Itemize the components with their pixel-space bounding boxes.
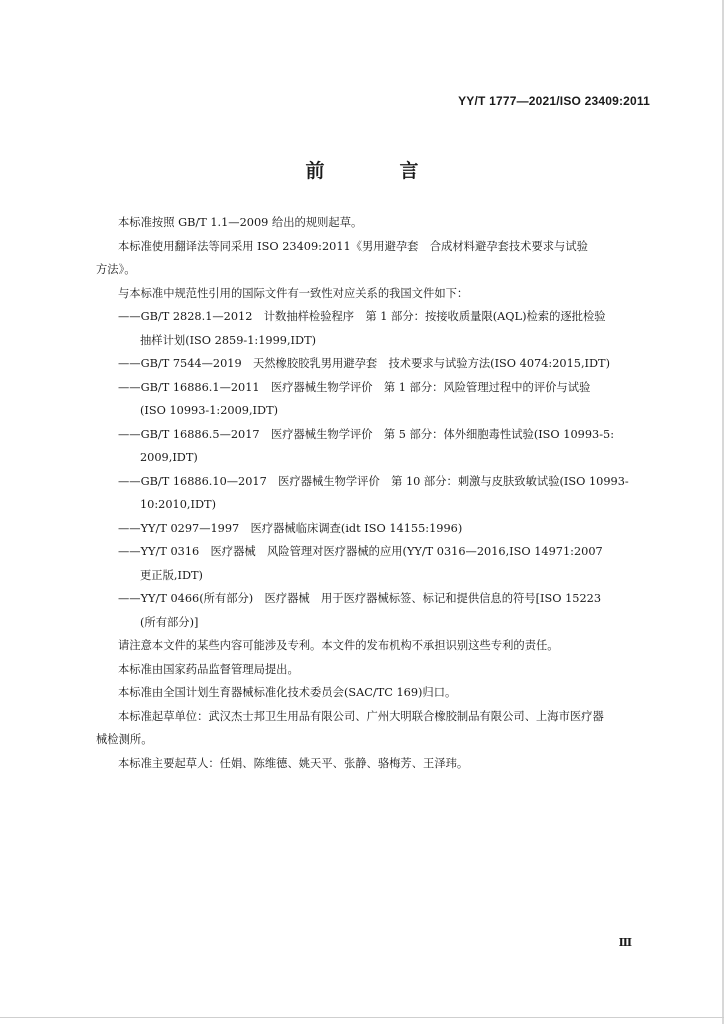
intro-paragraph-1: 本标准按照 GB/T 1.1—2009 给出的规则起草。 [118, 216, 363, 229]
reference-item: ——YY/T 0466(所有部分) 医疗器械 用于医疗器械标签、标记和提供信息的符号[ISO 15223 [118, 592, 602, 605]
reference-item-cont: 抽样计划(ISO 2859-1:1999,IDT) [140, 333, 317, 347]
committee-statement: 本标准由全国计划生育器械标准化技术委员会(SAC/TC 169)归口。 [118, 686, 457, 699]
page-title: 前 言 [305, 160, 447, 182]
page-bottom-border [0, 1017, 724, 1018]
reference-item-cont: 10:2010,IDT) [140, 498, 216, 511]
drafters: 本标准主要起草人：任娟、陈维德、姚天平、张静、骆梅芳、王泽玮。 [118, 756, 469, 770]
reference-item-cont: (ISO 10993-1:2009,IDT) [140, 404, 279, 417]
reference-item-cont: 2009,IDT) [140, 451, 198, 464]
reference-item: ——GB/T 7544—2019 天然橡胶胶乳男用避孕套 技术要求与试验方法(ISO 4074:2015,IDT) [118, 357, 611, 370]
drafting-units-cont: 械检测所。 [96, 733, 153, 746]
standard-code-header: YY/T 1777—2021/ISO 23409:2011 [458, 94, 650, 108]
patent-notice: 请注意本文件的某些内容可能涉及专利。本文件的发布机构不承担识别这些专利的责任。 [118, 639, 559, 652]
reference-item: ——GB/T 16886.10—2017 医疗器械生物学评价 第 10 部分：刺激与皮肤致敏试验(ISO 10993- [118, 474, 629, 488]
reference-item: ——GB/T 2828.1—2012 计数抽样检验程序 第 1 部分：按接收质量限(AQL)检索的逐批检验 [118, 310, 606, 323]
reference-item: ——GB/T 16886.1—2011 医疗器械生物学评价 第 1 部分：风险管理过程中的评价与试验 [118, 380, 591, 394]
reference-list [118, 305, 658, 634]
reference-item-cont: 更正版,IDT) [140, 568, 203, 582]
foreword-body [96, 211, 658, 775]
intro-paragraph-2: 本标准使用翻译法等同采用 ISO 23409:2011《男用避孕套 合成材料避孕套技术要求与试验 [118, 239, 588, 253]
reference-item: ——YY/T 0316 医疗器械 风险管理对医疗器械的应用(YY/T 0316—2016,ISO 14971:2007 [118, 545, 603, 558]
drafting-units: 本标准起草单位：武汉杰士邦卫生用品有限公司、广州大明联合橡胶制品有限公司、上海市医疗器 [118, 709, 604, 723]
reference-item: ——YY/T 0297—1997 医疗器械临床调查(idt ISO 14155:1996) [118, 521, 463, 535]
page-number: Ⅲ [618, 936, 632, 949]
intro-paragraph-3: 与本标准中规范性引用的国际文件有一致性对应关系的我国文件如下： [118, 286, 469, 300]
reference-item-cont: (所有部分)] [140, 615, 199, 629]
proposer-statement: 本标准由国家药品监督管理局提出。 [118, 662, 299, 676]
reference-item: ——GB/T 16886.5—2017 医疗器械生物学评价 第 5 部分：体外细胞毒性试验(ISO 10993-5: [118, 427, 615, 441]
intro-paragraph-2-cont: 方法》。 [96, 263, 136, 276]
